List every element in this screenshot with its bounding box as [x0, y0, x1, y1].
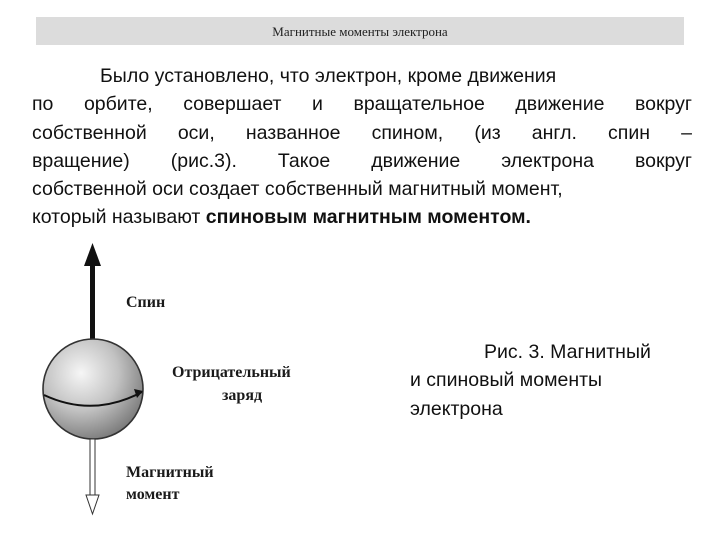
spin-arrow — [84, 243, 101, 348]
charge-label-line1: Отрицательный — [172, 364, 291, 381]
paragraph-line: по орбите, совершает и вращательное движение вокруг — [32, 93, 692, 116]
magnetic-moment-arrow — [86, 439, 99, 514]
spin-label: Спин — [126, 294, 166, 311]
paragraph-text: который называют — [32, 206, 206, 229]
moment-label-line2: момент — [126, 486, 180, 503]
paragraph-line: вращение) (рис.3). Такое движение электрона вокруг — [32, 149, 692, 172]
electron-sphere — [43, 339, 143, 439]
paragraph-line: собственной оси создает собственный магнитный момент, — [32, 178, 563, 201]
figure-caption — [410, 338, 692, 423]
slide-title: Магнитные моменты электрона — [272, 24, 448, 39]
caption-line: электрона — [410, 397, 503, 420]
charge-label-line2: заряд — [222, 387, 263, 404]
highlighted-term: спиновым магнитным моментом. — [205, 206, 531, 229]
caption-line: Рис. 3. Магнитный — [484, 341, 651, 363]
caption-line: и спиновый моменты — [410, 369, 603, 392]
paragraph-line: собственной оси, названное спином, (из англ. спин – — [32, 121, 692, 144]
paragraph-line: Было установлено, что электрон, кроме движения — [100, 65, 557, 87]
moment-label-line1: Магнитный — [126, 464, 214, 481]
